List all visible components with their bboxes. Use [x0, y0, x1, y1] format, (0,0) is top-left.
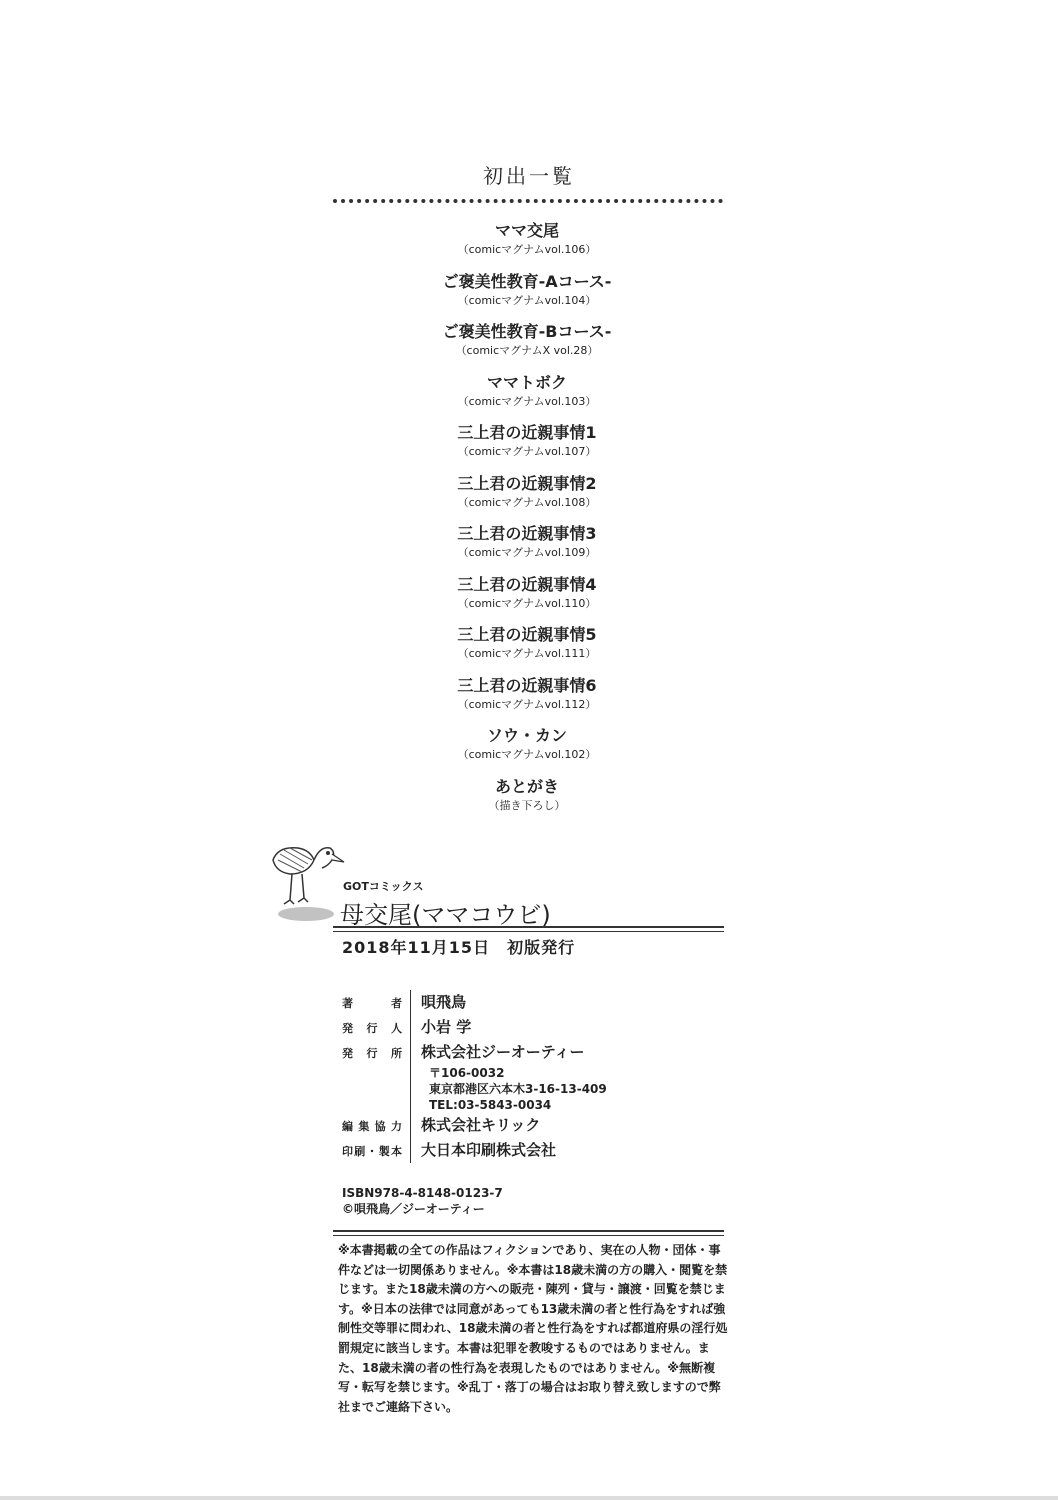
list-item	[330, 473, 724, 524]
row-value: 唄飛鳥	[410, 990, 466, 1015]
list-item	[330, 624, 724, 675]
colophon-row-printing	[342, 1138, 607, 1163]
entry-source: （comicマグナムX vol.28）	[455, 344, 599, 357]
street-address: 東京都港区六本木3-16-13-409	[410, 1081, 607, 1097]
entry-source: （comicマグナムvol.103）	[457, 394, 597, 408]
address-line	[342, 1081, 607, 1097]
list-item	[330, 422, 724, 473]
row-label: 発行人	[342, 1021, 402, 1035]
entry-source: （comicマグナムvol.111）	[457, 647, 597, 660]
entry-title: ソウ・カン	[486, 726, 567, 745]
isbn: ISBN978-4-8148-0123-7	[342, 1186, 503, 1200]
entry-title: 三上君の近親事情3	[457, 524, 597, 543]
entry-title: ご褒美性教育-Aコース-	[442, 271, 612, 291]
entry-source: （comicマグナムvol.107）	[457, 445, 597, 458]
double-divider	[333, 926, 724, 932]
row-value: 小岩 学	[410, 1015, 471, 1040]
row-value: 大日本印刷株式会社	[410, 1138, 556, 1163]
row-value: 株式会社ジーオーティー	[410, 1040, 585, 1065]
row-label: 発行所	[342, 1046, 402, 1060]
entry-title: あとがき	[494, 776, 559, 796]
row-label: 著者	[342, 996, 402, 1010]
row-value: 株式会社キリック	[410, 1113, 540, 1138]
entry-title: 三上君の近親事情4	[457, 574, 597, 594]
list-item	[330, 220, 724, 271]
list-item	[330, 523, 724, 574]
colophon-row-publisher	[342, 1040, 607, 1065]
list-item	[330, 675, 724, 726]
entry-source: （comicマグナムvol.110）	[457, 596, 597, 610]
entry-title: 三上君の近親事情1	[457, 423, 597, 442]
entry-source: （comicマグナムvol.108）	[457, 495, 597, 509]
colophon-table	[342, 990, 607, 1163]
list-item	[330, 574, 724, 625]
entry-source: （comicマグナムvol.106）	[457, 243, 597, 256]
phone-number: TEL:03-5843-0034	[410, 1097, 551, 1113]
list-item	[330, 271, 724, 322]
row-label: 編集協力	[342, 1119, 402, 1133]
series-label: GOTコミックス	[343, 880, 424, 893]
double-divider	[333, 1230, 724, 1236]
publication-date: 2018年11月15日 初版発行	[342, 938, 576, 957]
list-item	[330, 725, 724, 776]
list-item	[330, 776, 724, 827]
isbn-block	[342, 1185, 503, 1217]
entry-source: （comicマグナムvol.102）	[457, 748, 597, 761]
list-item	[330, 372, 724, 423]
colophon-row-publisher-person	[342, 1015, 607, 1040]
entry-title: 三上君の近親事情2	[457, 473, 597, 493]
entry-title: 三上君の近親事情5	[457, 625, 597, 644]
postal-code: 〒106-0032	[410, 1065, 504, 1081]
entry-source: （comicマグナムvol.109）	[457, 546, 597, 559]
entry-title: ご褒美性教育-Bコース-	[442, 322, 612, 341]
entry-title: ママ交尾	[494, 221, 559, 240]
entry-source: （comicマグナムvol.112）	[457, 697, 597, 711]
entry-source: （描き下ろし）	[488, 798, 566, 812]
dotted-divider	[333, 199, 723, 203]
list-item	[330, 321, 724, 372]
row-label: 印刷・製本	[342, 1144, 402, 1158]
entry-title: ママトボク	[486, 372, 567, 392]
colophon-row-author	[342, 990, 607, 1015]
page-heading: 初出一覧	[483, 164, 575, 188]
copyright: ©唄飛鳥／ジーオーティー	[342, 1202, 485, 1216]
disclaimer-text: ※本書掲載の全ての作品はフィクションであり、実在の人物・団体・事件などは一切関係ありません。※本書は18歳未満の方の購入・閲覧を禁じます。また18歳未満の方への販売・陳列・貸与・譲渡・回覧を禁じます。※日本の法律では同意があっても13歳未満の者と性行為をすれば強制性交等罪に問われ、18歳未満の者と性行為をすれば都道府県の淫行処罰規定に該当します。本書は犯罪を教唆するものではありません。また、18歳未満の者の性行為を表現したものではありません。※無断複写・転写を禁じます。※乱丁・落丁の場合はお取り替え致しますので弊社までご連絡下さい。	[338, 1243, 728, 1414]
bird-logo-icon	[268, 838, 348, 924]
address-line	[342, 1065, 607, 1081]
book-title: 母交尾(ママコウビ)	[340, 901, 551, 929]
entry-title: 三上君の近親事情6	[457, 675, 597, 695]
first-appearance-list	[330, 220, 724, 826]
colophon-row-editing	[342, 1113, 607, 1138]
page-edge	[0, 1496, 1058, 1500]
entry-source: （comicマグナムvol.104）	[457, 293, 597, 307]
address-line	[342, 1097, 607, 1113]
